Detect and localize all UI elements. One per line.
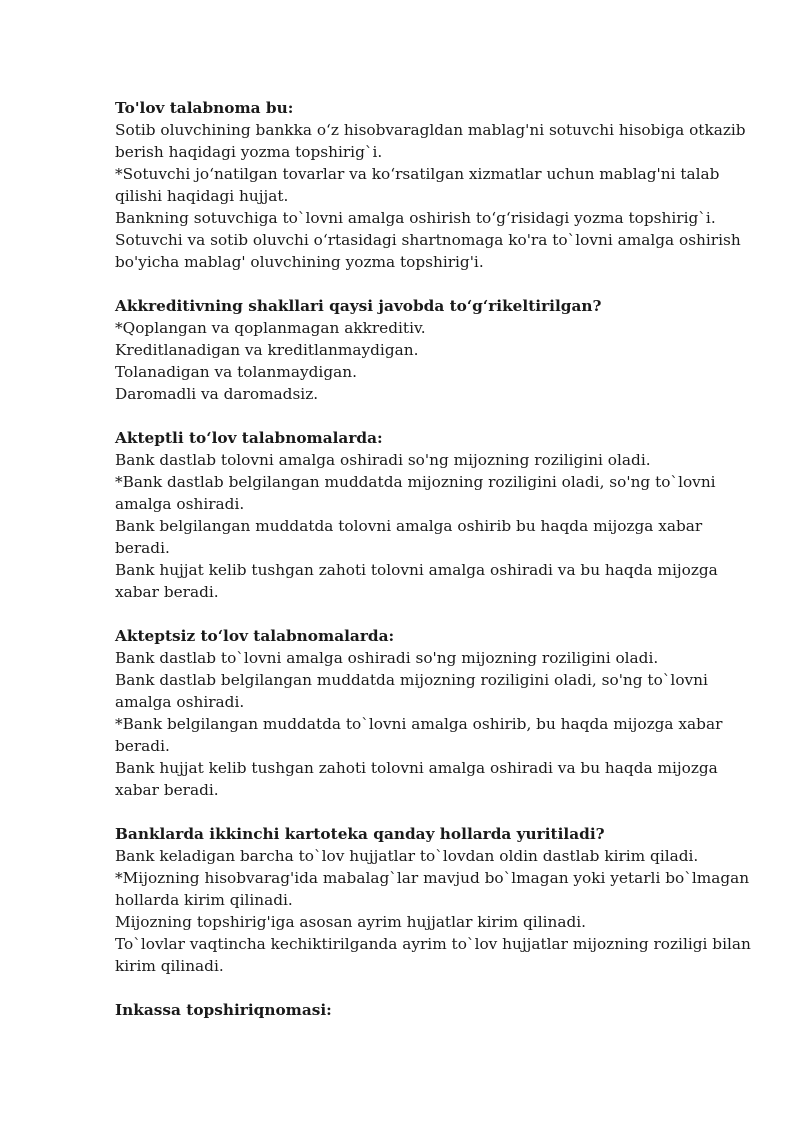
answer-option: Bank dastlab to`lovni amalga oshiradi so'ng mijozning roziligini oladi. bbox=[115, 649, 659, 667]
answer-option: Kreditlanadigan va kreditlanmaydigan. bbox=[115, 341, 419, 359]
question-block bbox=[115, 427, 755, 603]
answer-option: Bank hujjat kelib tushgan zahoti tolovni amalga oshiradi va bu haqda mijozga xabar beradi. bbox=[115, 561, 718, 601]
answer-option: Sotib oluvchining bankka o‘z hisobvaragldan mablag'ni sotuvchi hisobiga otkazib berish haqidagi yozma topshirig`i. bbox=[115, 121, 746, 161]
question-block bbox=[115, 625, 755, 801]
answer-option: *Qoplangan va qoplanmagan akkreditiv. bbox=[115, 319, 426, 337]
question-title: Akkreditivning shakllari qaysi javobda to‘g‘rikeltirilgan? bbox=[115, 297, 602, 315]
question-title: Akteptli to‘lov talabnomalarda: bbox=[115, 429, 383, 447]
answer-option: Bankning sotuvchiga to`lovni amalga oshirish to‘g‘risidagi yozma topshirig`i. bbox=[115, 209, 716, 227]
question-title: Banklarda ikkinchi kartoteka qanday hollarda yuritiladi? bbox=[115, 825, 605, 843]
answer-option: *Mijozning hisobvarag'ida mabalag`lar mavjud bo`lmagan yoki yetarli bo`lmagan hollarda kirim qilinadi. bbox=[115, 869, 750, 909]
question-block bbox=[115, 999, 755, 1021]
answer-option: Sotuvchi va sotib oluvchi o‘rtasidagi shartnomaga ko'ra to`lovni amalga oshirish bo'yicha mablag' oluvchining yozma topshirig'i. bbox=[115, 231, 741, 271]
answer-option: *Sotuvchi jo‘natilgan tovarlar va ko‘rsatilgan xizmatlar uchun mablag'ni talab qilishi haqidagi hujjat. bbox=[115, 165, 720, 205]
answer-option: Bank belgilangan muddatda tolovni amalga oshirib bu haqda mijozga xabar beradi. bbox=[115, 517, 703, 557]
answer-option: Mijozning topshirig'iga asosan ayrim hujjatlar kirim qilinadi. bbox=[115, 913, 586, 931]
document-page bbox=[115, 97, 755, 1043]
answer-option: Bank hujjat kelib tushgan zahoti tolovni amalga oshiradi va bu haqda mijozga xabar beradi. bbox=[115, 759, 718, 799]
answer-option: Bank keladigan barcha to`lov hujjatlar to`lovdan oldin dastlab kirim qiladi. bbox=[115, 847, 699, 865]
question-title: Inkassa topshiriqnomasi: bbox=[115, 1001, 332, 1019]
question-block bbox=[115, 97, 755, 273]
answer-option: Daromadli va daromadsiz. bbox=[115, 385, 319, 403]
question-block bbox=[115, 823, 755, 977]
answer-option: *Bank belgilangan muddatda to`lovni amalga oshirib, bu haqda mijozga xabar beradi. bbox=[115, 715, 723, 755]
question-title: To'lov talabnoma bu: bbox=[115, 99, 294, 117]
question-title: Akteptsiz to‘lov talabnomalarda: bbox=[115, 627, 395, 645]
answer-option: Bank dastlab belgilangan muddatda mijozning roziligini oladi, so'ng to`lovni amalga oshiradi. bbox=[115, 671, 708, 711]
answer-option: To`lovlar vaqtincha kechiktirilganda ayrim to`lov hujjatlar mijozning roziligi bilan kirim qilinadi. bbox=[115, 935, 751, 975]
question-block bbox=[115, 295, 755, 405]
answer-option: Tolanadigan va tolanmaydigan. bbox=[115, 363, 357, 381]
answer-option: Bank dastlab tolovni amalga oshiradi so'ng mijozning roziligini oladi. bbox=[115, 451, 651, 469]
answer-option: *Bank dastlab belgilangan muddatda mijozning roziligini oladi, so'ng to`lovni amalga oshiradi. bbox=[115, 473, 716, 513]
